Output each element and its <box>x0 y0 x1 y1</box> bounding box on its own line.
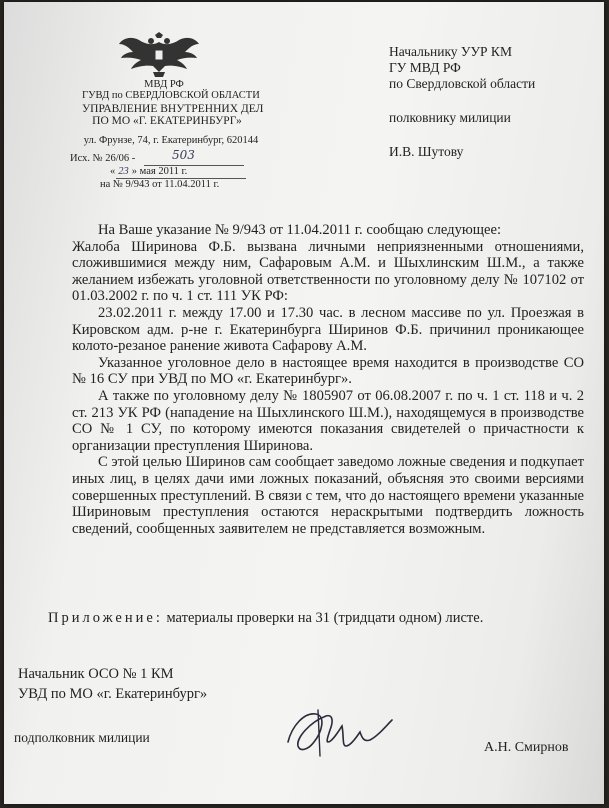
addressee-line5: И.В. Шутову <box>389 144 464 159</box>
handwritten-signature-icon <box>282 702 394 760</box>
addressee-line3: по Свердловской области <box>389 76 536 91</box>
reference-line: на № 9/943 от 11.04.2011 г. <box>100 179 220 190</box>
attachment-label: Приложение: <box>48 610 163 626</box>
addressee-line1: Начальнику УУР КМ <box>389 44 512 59</box>
letterhead-dept1: УПРАВЛЕНИЕ ВНУТРЕННИХ ДЕЛ <box>82 103 264 115</box>
intro-paragraph: На Ваше указание № 9/943 от 11.04.2011 г. сообщаю следующее: <box>98 222 502 238</box>
eagle-emblem-icon <box>117 32 201 78</box>
attachment-line <box>48 610 483 627</box>
addressee-line4: полковнику милиции <box>389 110 511 125</box>
paragraph-2: 23.02.2011 г. между 17.00 и 17.30 час. в лесном массиве по ул. Проезжая в Кировском адм. р-не г. Екатеринбурга Ширинов Ф.Б. причинил проникающее колото-резаное ранение живота Сафарову А.М. <box>72 304 584 355</box>
letterhead-org2: ГУВД по СВЕРДЛОВСКОЙ ОБЛАСТИ <box>82 90 260 101</box>
signer-name: А.Н. Смирнов <box>484 740 569 755</box>
letterhead-address: ул. Фрунзе, 74, г. Екатеринбург, 620144 <box>83 135 259 146</box>
addressee-line2: ГУ МВД РФ <box>389 60 461 75</box>
paragraph-4: А также по уголовному делу № 1805907 от 06.08.2007 г. по ч. 1 ст. 118 и ч. 2 ст. 213 УК РФ (нападение на Шыхлинского Ш.М.), находящемуся в производстве СО № 1 СУ, по которому имеются показания свидетелей о причастности к организации преступления Ширинова. <box>72 387 584 454</box>
document-page <box>4 2 604 804</box>
attachment-text: материалы проверки на 31 (тридцати одном) листе. <box>166 610 484 626</box>
paragraph-1: Жалоба Ширинова Ф.Б. вызвана личными неприязненными отношениями, сложившимися между ним, Сафаровым А.М. и Шыхлинским Ш.М., а также желанием избежать уголовной ответственности по уголовному делу № 107102 от 01.03.2002 г. по ч. 1 ст. 111 УК РФ: <box>72 238 584 305</box>
signer-title1: Начальник ОСО № 1 КМ <box>18 666 174 682</box>
outgoing-label: Исх. № 26/06 - <box>70 153 136 164</box>
letter-body <box>72 222 584 537</box>
paragraph-3: Указанное уголовное дело в настоящее время находится в производстве СО № 16 СУ при УВД по МО «г. Екатеринбург». <box>72 354 584 388</box>
letterhead-org1: МВД РФ <box>144 79 184 90</box>
date-day: 23 <box>118 166 129 177</box>
signer-title2: УВД по МО «г. Екатеринбург» <box>18 686 208 702</box>
letterhead-dept2: ПО МО «Г. ЕКАТЕРИНБУРГ» <box>92 115 242 127</box>
paragraph-5: С этой целью Ширинов сам сообщает заведомо ложные сведения и подкупает иных лиц, в целях дачи ими ложных показаний, объясняя это своими версиями совершенных преступлений. В связи с тем, что до настоящего времени указанные Шириновым преступления остаются нераскрытыми подтвердить ложность сведений, сообщенных заявителем не представляется возможным. <box>72 454 584 537</box>
outgoing-number: 503 <box>172 148 195 162</box>
signer-rank: подполковник милиции <box>14 730 150 745</box>
date-line: « 23 » мая 2011 г. <box>110 166 188 177</box>
